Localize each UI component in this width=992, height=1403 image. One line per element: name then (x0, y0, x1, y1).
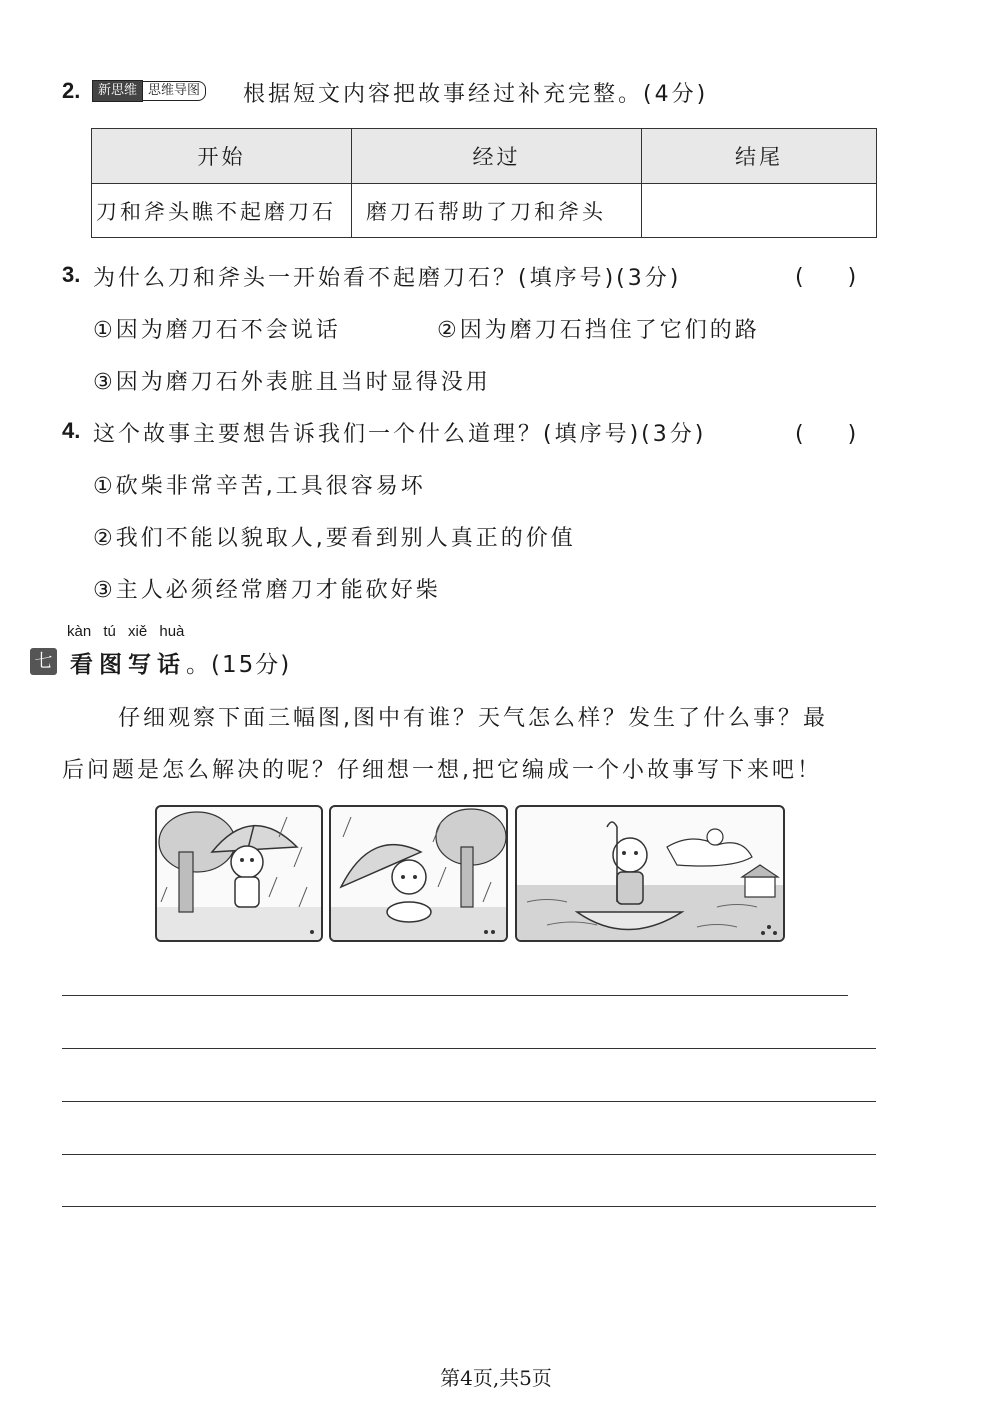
table-header-middle: 经过 (352, 129, 642, 184)
q3-option-1: ①因为磨刀石不会说话 (93, 318, 341, 343)
puppy-sad-broken-umbrella-picture (329, 805, 508, 942)
writing-prompt-line2: 后问题是怎么解决的呢？仔细想一想,把它编成一个小故事写下来吧！ (62, 758, 822, 783)
q4-option-3: ③主人必须经常磨刀才能砍好柴 (93, 578, 441, 603)
writing-line[interactable] (62, 1101, 876, 1102)
writing-line[interactable] (62, 1048, 876, 1049)
puppy-umbrella-boat-picture (515, 805, 785, 942)
picture-3-illustration (517, 807, 783, 940)
story-table (91, 128, 877, 238)
q4-option-2: ②我们不能以貌取人,要看到别人真正的价值 (93, 526, 576, 551)
writing-prompt-line1: 仔细观察下面三幅图,图中有谁？天气怎么样？发生了什么事？最 (118, 706, 828, 731)
section-title (70, 646, 291, 679)
section-score: 。(15分) (186, 652, 292, 678)
q4-text: 这个故事主要想告诉我们一个什么道理？(填序号)(3分) (93, 422, 707, 447)
picture-2-illustration (331, 807, 506, 940)
mindmap-badge (92, 80, 206, 102)
badge-new-thinking: 新思维 (92, 80, 143, 102)
puppy-rain-umbrella-picture (155, 805, 323, 942)
q3-text: 为什么刀和斧头一开始看不起磨刀石？(填序号)(3分) (93, 266, 682, 291)
q3-number: 3. (62, 262, 81, 287)
writing-line[interactable] (62, 995, 848, 996)
q4-option-1: ①砍柴非常辛苦,工具很容易坏 (93, 474, 426, 499)
section-title-text: 看图写话 (70, 652, 186, 678)
writing-line[interactable] (62, 1154, 876, 1155)
writing-line[interactable] (62, 1206, 876, 1207)
q3-option-3: ③因为磨刀石外表脏且当时显得没用 (93, 370, 491, 395)
table-header-end: 结尾 (642, 129, 877, 184)
picture-1-illustration (157, 807, 321, 940)
q2-text: 根据短文内容把故事经过补充完整。(4分) (243, 82, 709, 107)
q3-option-2: ②因为磨刀石挡住了它们的路 (437, 318, 760, 343)
section-seven-icon: 七 (30, 648, 57, 675)
q2-number: 2. (62, 78, 81, 103)
q4-number: 4. (62, 418, 81, 443)
table-cell-end-blank[interactable] (642, 184, 877, 238)
q3-answer-paren[interactable]: ( ) (795, 265, 857, 290)
table-header-start: 开始 (92, 129, 352, 184)
q4-answer-paren[interactable]: ( ) (795, 422, 857, 447)
section-pinyin: kàn tú xiě huà (67, 623, 185, 640)
badge-mind-map: 思维导图 (143, 81, 206, 101)
page-footer: 第4页,共5页 (440, 1366, 552, 1390)
table-cell-start: 刀和斧头瞧不起磨刀石 (92, 184, 352, 238)
table-cell-middle: 磨刀石帮助了刀和斧头 (352, 184, 642, 238)
